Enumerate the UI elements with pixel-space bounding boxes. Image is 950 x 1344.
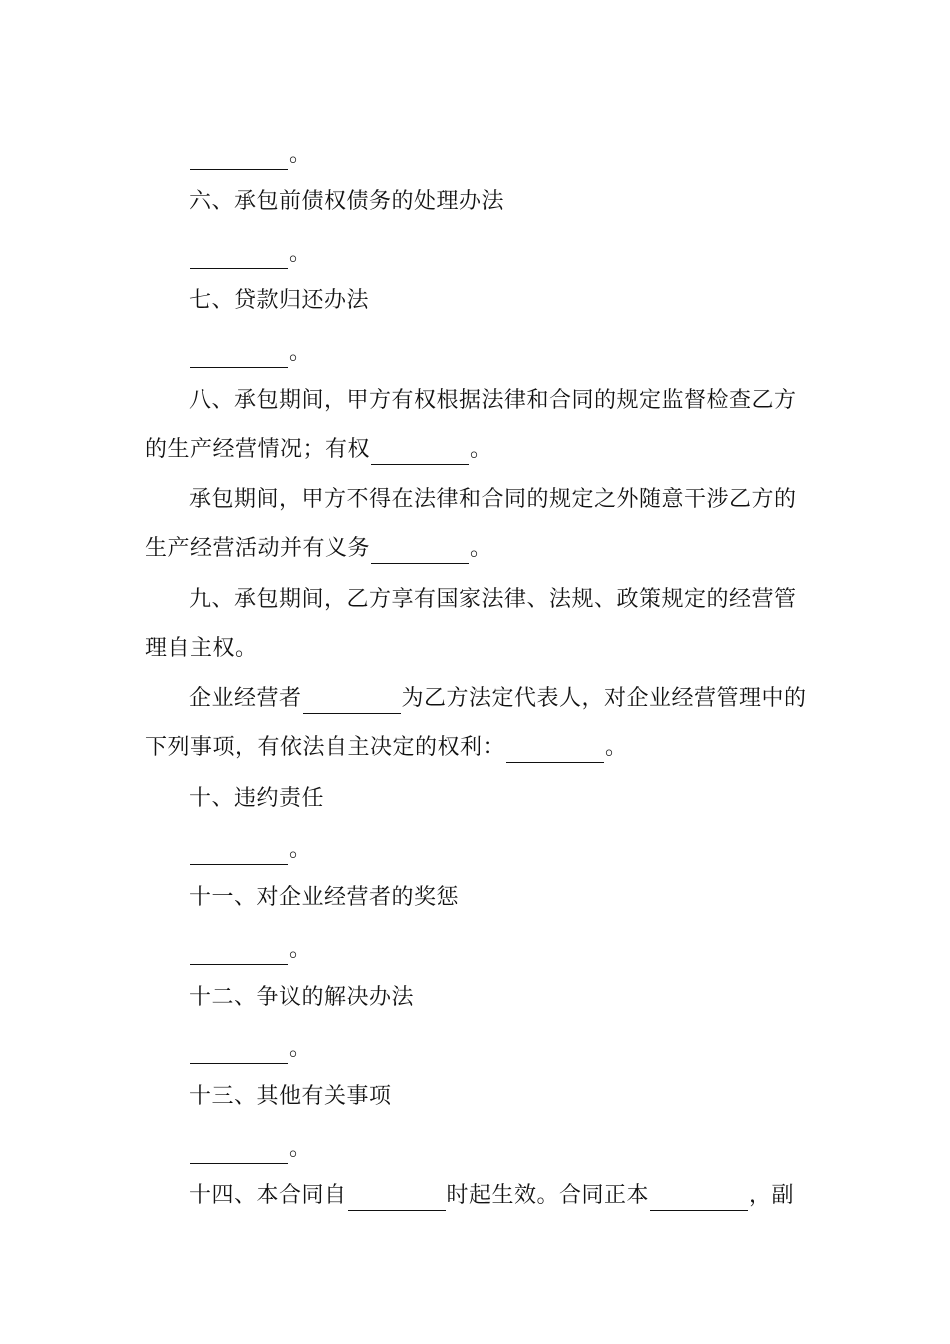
blank-field[interactable] xyxy=(303,689,401,714)
text-segment: 下列事项，有依法自主决定的权利： xyxy=(145,735,506,760)
text-segment: 为乙方法定代表人，对企业经营管理中的 xyxy=(401,686,807,711)
clause-9-line-2: 理自主权。 xyxy=(145,636,258,661)
clause-9-para-2-line-2 xyxy=(145,733,805,763)
blank-line-clause-6 xyxy=(189,239,805,269)
text-segment: 。 xyxy=(605,735,628,760)
blank-field[interactable] xyxy=(190,1039,288,1064)
text-segment: 生产经营活动并有义务 xyxy=(145,536,371,561)
clause-13-heading: 十三、其他有关事项 xyxy=(189,1084,392,1109)
text-segment: 。 xyxy=(289,1036,312,1061)
blank-line-clause-5 xyxy=(189,140,805,170)
blank-field[interactable] xyxy=(348,1186,446,1211)
text-segment: 十四、本合同自 xyxy=(189,1183,347,1208)
text-segment: 的生产经营情况；有权 xyxy=(145,437,371,462)
text-segment: 。 xyxy=(289,142,312,167)
text-segment: 。 xyxy=(470,536,493,561)
blank-field[interactable] xyxy=(190,840,288,865)
text-segment: 。 xyxy=(289,241,312,266)
clause-10-heading: 十、违约责任 xyxy=(189,786,325,811)
text-segment: 时起生效。合同正本 xyxy=(446,1183,650,1208)
clause-6-heading: 六、承包前债权债务的处理办法 xyxy=(189,189,505,214)
blank-field[interactable] xyxy=(371,440,469,465)
blank-line-clause-11 xyxy=(189,935,805,965)
blank-field[interactable] xyxy=(190,244,288,269)
clause-7-heading: 七、贷款归还办法 xyxy=(189,288,370,313)
text-segment: 。 xyxy=(289,340,312,365)
blank-field[interactable] xyxy=(190,145,288,170)
blank-line-clause-10 xyxy=(189,835,805,865)
text-segment: ，副 xyxy=(749,1183,795,1208)
clause-8-para-2-line-1: 承包期间，甲方不得在法律和合同的规定之外随意干涉乙方的 xyxy=(189,487,797,512)
clause-8-line-2 xyxy=(145,435,805,465)
text-segment: 。 xyxy=(470,437,493,462)
blank-line-clause-13 xyxy=(189,1134,805,1164)
clause-14-line-1 xyxy=(189,1181,805,1211)
text-segment: 。 xyxy=(289,1136,312,1161)
blank-line-clause-12 xyxy=(189,1034,805,1064)
clause-9-para-2-line-1 xyxy=(189,684,805,714)
text-segment: 。 xyxy=(289,837,312,862)
blank-field[interactable] xyxy=(650,1186,748,1211)
blank-field[interactable] xyxy=(190,940,288,965)
text-segment: 企业经营者 xyxy=(189,686,302,711)
clause-11-heading: 十一、对企业经营者的奖惩 xyxy=(189,885,460,910)
clause-12-heading: 十二、争议的解决办法 xyxy=(189,985,415,1010)
blank-field[interactable] xyxy=(371,539,469,564)
blank-field[interactable] xyxy=(190,1139,288,1164)
clause-8-line-1: 八、承包期间，甲方有权根据法律和合同的规定监督检查乙方 xyxy=(189,388,797,413)
text-segment: 。 xyxy=(289,937,312,962)
blank-line-clause-7 xyxy=(189,338,805,368)
clause-9-line-1: 九、承包期间，乙方享有国家法律、法规、政策规定的经营管 xyxy=(189,587,797,612)
blank-field[interactable] xyxy=(190,343,288,368)
blank-field[interactable] xyxy=(506,738,604,763)
clause-8-para-2-line-2 xyxy=(145,534,805,564)
